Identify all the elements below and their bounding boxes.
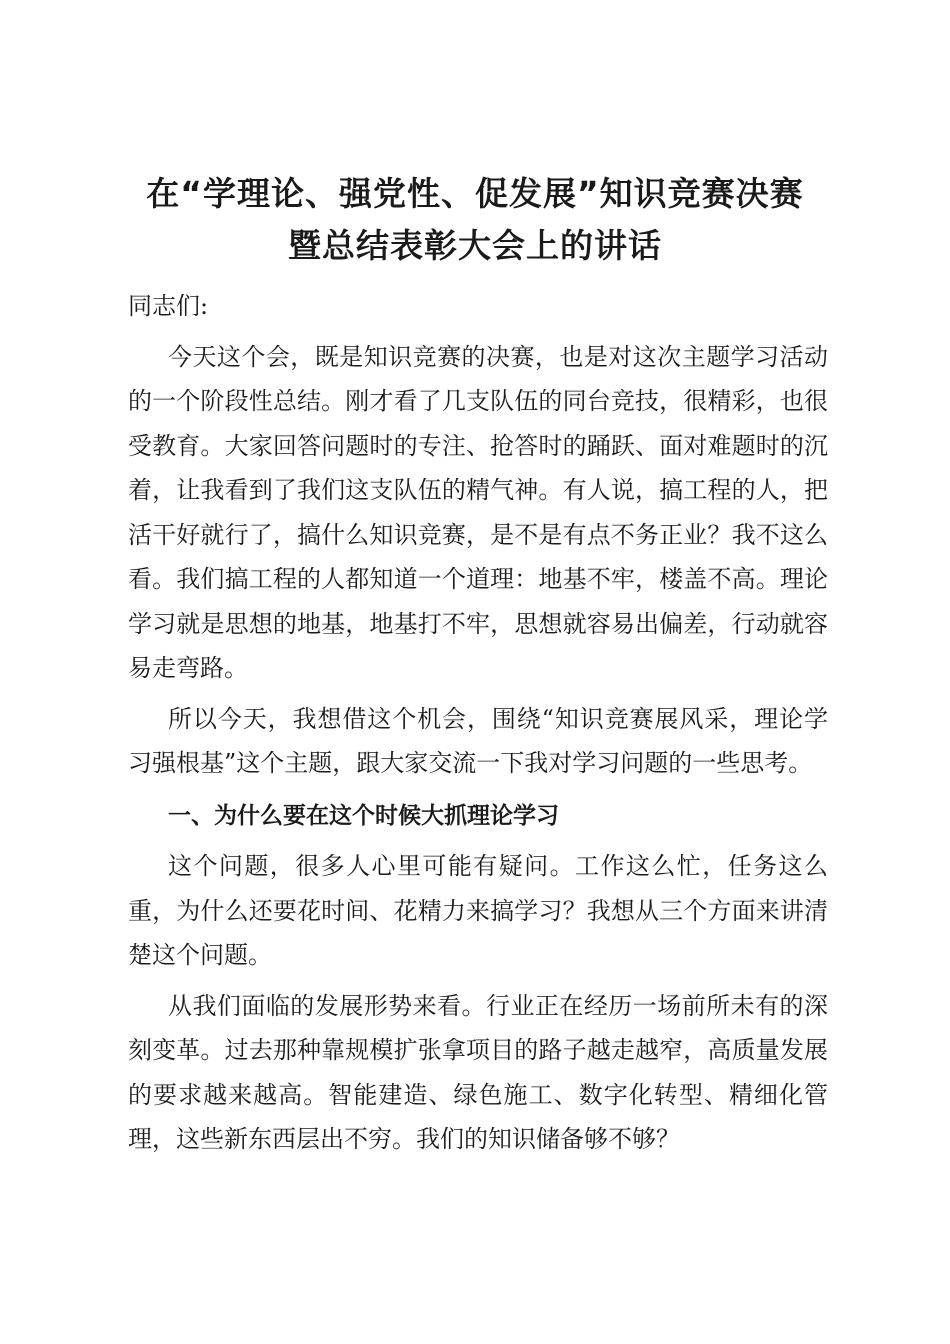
paragraph-1: 今天这个会，既是知识竞赛的决赛，也是对这次主题学习活动的一个阶段性总结。刚才看了几支队伍的同台竞技，很精彩，也很受教育。大家回答问题时的专注、抢答时的踊跃、面对难题时的沉着，让我看到了我们这支队伍的精气神。有人说，搞工程的人，把活干好就行了，搞什么知识竞赛，是不是有点不务正业？我不这么看。我们搞工程的人都知道一个道理：地基不牢，楼盖不高。理论学习就是思想的地基，地基打不牢，思想就容易出偏差，行动就容易走弯路。 <box>128 342 828 682</box>
salutation: 同志们: <box>128 292 209 320</box>
section-heading-1: 一、为什么要在这个时候大抓理论学习 <box>168 802 559 829</box>
page-title <box>110 168 840 272</box>
paragraph-2: 所以今天，我想借这个机会，围绕“知识竞赛展风采，理论学习强根基”这个主题，跟大家交流一下我对学习问题的一些思考。 <box>128 704 828 777</box>
paragraph-3: 这个问题，很多人心里可能有疑问。工作这么忙，任务这么重，为什么还要花时间、花精力来搞学习？我想从三个方面来讲清楚这个问题。 <box>128 852 828 969</box>
document-body <box>128 284 828 1162</box>
title-line-1: 在“学理论、强党性、促发展”知识竞赛决赛 <box>146 174 804 213</box>
paragraph-4-text: 行业正在经历一场前所未有的深刻变革。过去那种靠规模扩张拿项目的路子越走越窄，高质量发展的要求越来越高。智能建造、绿色施工、数字化转型、精细化管理，这些新东西层出不穷。我们的知识储备够不够？ <box>128 991 828 1153</box>
title-line-2: 暨总结表彰大会上的讲话 <box>288 226 662 265</box>
paragraph-4 <box>128 984 828 1162</box>
paragraph-4-lead: 从我们面临的发展形势来看。 <box>168 991 486 1020</box>
